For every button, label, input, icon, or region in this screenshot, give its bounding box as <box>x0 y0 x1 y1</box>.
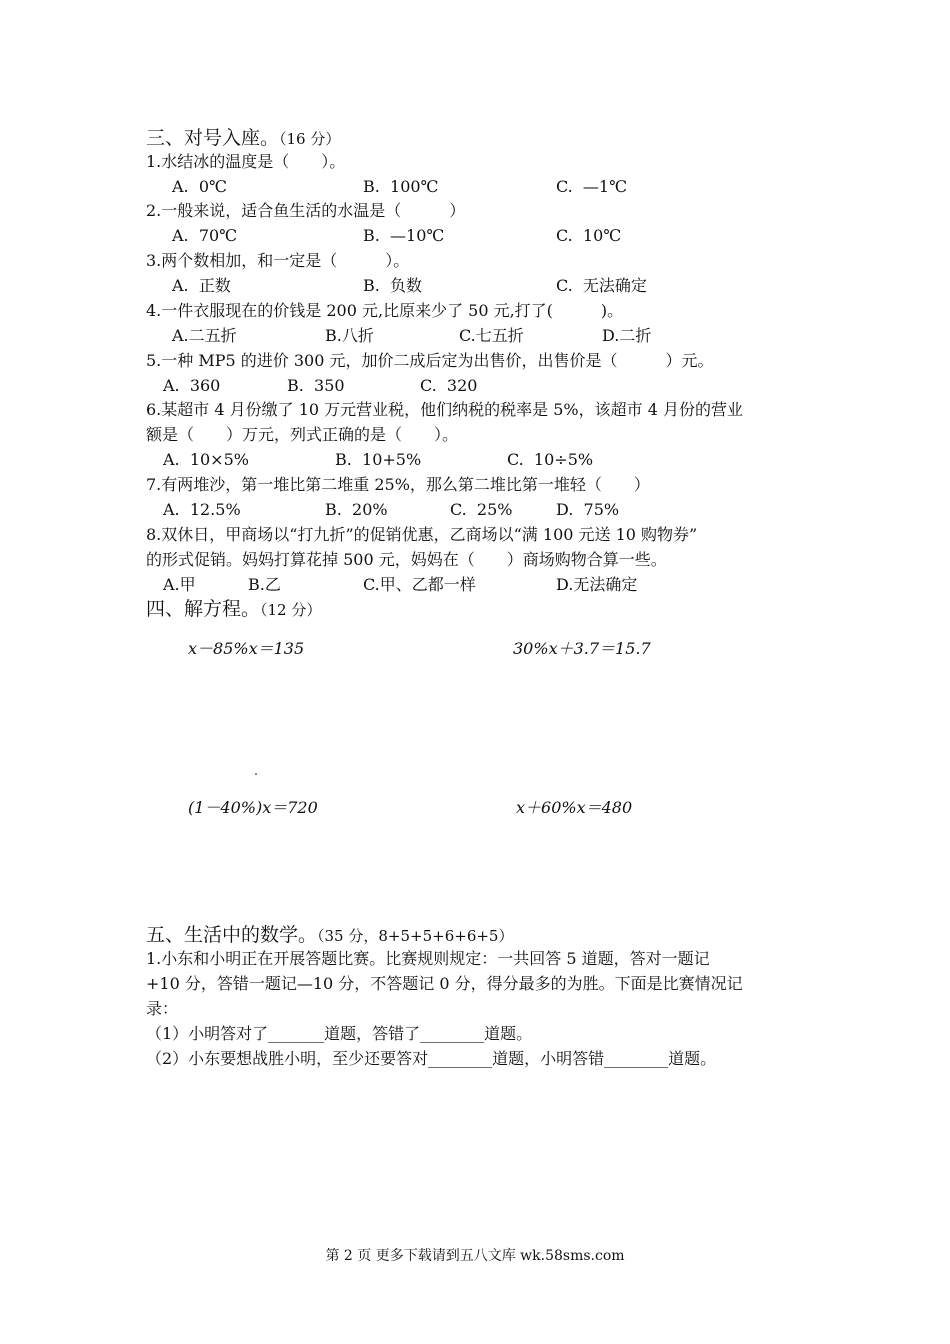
section5-heading <box>146 924 513 947</box>
question-8-line2: 的形式促销。妈妈打算花掉 500 元，妈妈在（ ）商场购物合算一些。 <box>146 550 667 569</box>
q5-option-a: A. 360 <box>163 376 221 395</box>
question-6-line2: 额是（ ）万元，列式正确的是（ ）。 <box>146 425 459 444</box>
q3-option-a: A. 正数 <box>172 276 231 295</box>
q7-option-b: B. 20% <box>325 500 388 519</box>
question-4: 4.一件衣服现在的价钱是 200 元,比原来少了 50 元,打了( )。 <box>146 301 624 320</box>
s5-question-1-line3: 录： <box>146 999 179 1018</box>
question-5: 5.一种 MP5 的进价 300 元，加价二成后定为出售价，出售价是（ ）元。 <box>146 351 714 370</box>
q3-option-b: B. 负数 <box>363 276 423 295</box>
question-8-line1: 8.双休日，甲商场以“打九折”的促销优惠，乙商场以“满 100 元送 10 购物券” <box>146 525 698 544</box>
section5-title: 五、生活中的数学。 <box>146 924 318 946</box>
q5-option-b: B. 350 <box>287 376 345 395</box>
q6-option-c: C. 10÷5% <box>507 450 594 469</box>
q8-option-c: C.甲、乙都一样 <box>363 575 476 594</box>
s5-subquestion-2: （2）小东要想战胜小明，至少还要答对________道题，小明答错________道题。 <box>146 1049 717 1068</box>
q1-option-a: A. 0℃ <box>172 177 227 196</box>
q6-option-b: B. 10+5% <box>335 450 422 469</box>
q4-option-d: D.二折 <box>602 326 652 345</box>
question-6-line1: 6.某超市 4 月份缴了 10 万元营业税，他们纳税的税率是 5%，该超市 4 月份的营业 <box>146 400 743 419</box>
q5-option-c: C. 320 <box>420 376 478 395</box>
equation-1: x－85%x＝135 <box>188 639 305 658</box>
page-footer: 第 2 页 更多下载请到五八文库 wk.58sms.com <box>325 1248 625 1264</box>
q4-option-b: B.八折 <box>325 326 374 345</box>
q1-option-c: C. —1℃ <box>556 177 628 196</box>
question-3: 3.两个数相加，和一定是（ ）。 <box>146 251 410 270</box>
q6-option-a: A. 10×5% <box>163 450 249 469</box>
q8-option-d: D.无法确定 <box>556 575 638 594</box>
q7-option-c: C. 25% <box>450 500 513 519</box>
q1-option-b: B. 100℃ <box>363 177 439 196</box>
section5-score: （35 分，8+5+5+6+6+5） <box>317 927 514 945</box>
section4-heading <box>146 598 321 621</box>
s5-question-1-line1: 1.小东和小明正在开展答题比赛。比赛规则规定：一共回答 5 道题，答对一题记 <box>146 949 710 968</box>
q7-option-d: D. 75% <box>556 500 620 519</box>
s5-subquestion-1: （1）小明答对了_______道题，答错了________道题。 <box>146 1024 533 1043</box>
section3-score: （16 分） <box>279 130 341 148</box>
section3-title: 三、对号入座。 <box>146 127 280 149</box>
q4-option-c: C.七五折 <box>459 326 524 345</box>
equation-4: x＋60%x＝480 <box>516 798 633 817</box>
q2-option-c: C. 10℃ <box>556 226 622 245</box>
equation-3: (1－40%)x＝720 <box>188 798 318 817</box>
q8-option-a: A.甲 <box>163 575 196 594</box>
section4-title: 四、解方程。 <box>146 598 261 620</box>
q3-option-c: C. 无法确定 <box>556 276 647 295</box>
q2-option-b: B. —10℃ <box>363 226 445 245</box>
question-2: 2.一般来说，适合鱼生活的水温是（ ） <box>146 201 466 220</box>
section4-score: （12 分） <box>260 601 322 619</box>
q8-option-b: B.乙 <box>248 575 281 594</box>
q7-option-a: A. 12.5% <box>163 500 241 519</box>
q2-option-a: A. 70℃ <box>172 226 238 245</box>
section3-heading <box>146 127 340 150</box>
equation-2: 30%x＋3.7＝15.7 <box>513 639 651 658</box>
question-1: 1.水结冰的温度是（ ）。 <box>146 152 346 171</box>
speck <box>255 773 257 775</box>
s5-question-1-line2: +10 分，答错一题记—10 分，不答题记 0 分，得分最多的为胜。下面是比赛情况记 <box>146 974 743 993</box>
q4-option-a: A.二五折 <box>172 326 237 345</box>
question-7: 7.有两堆沙，第一堆比第二堆重 25%，那么第二堆比第一堆轻（ ） <box>146 475 650 494</box>
